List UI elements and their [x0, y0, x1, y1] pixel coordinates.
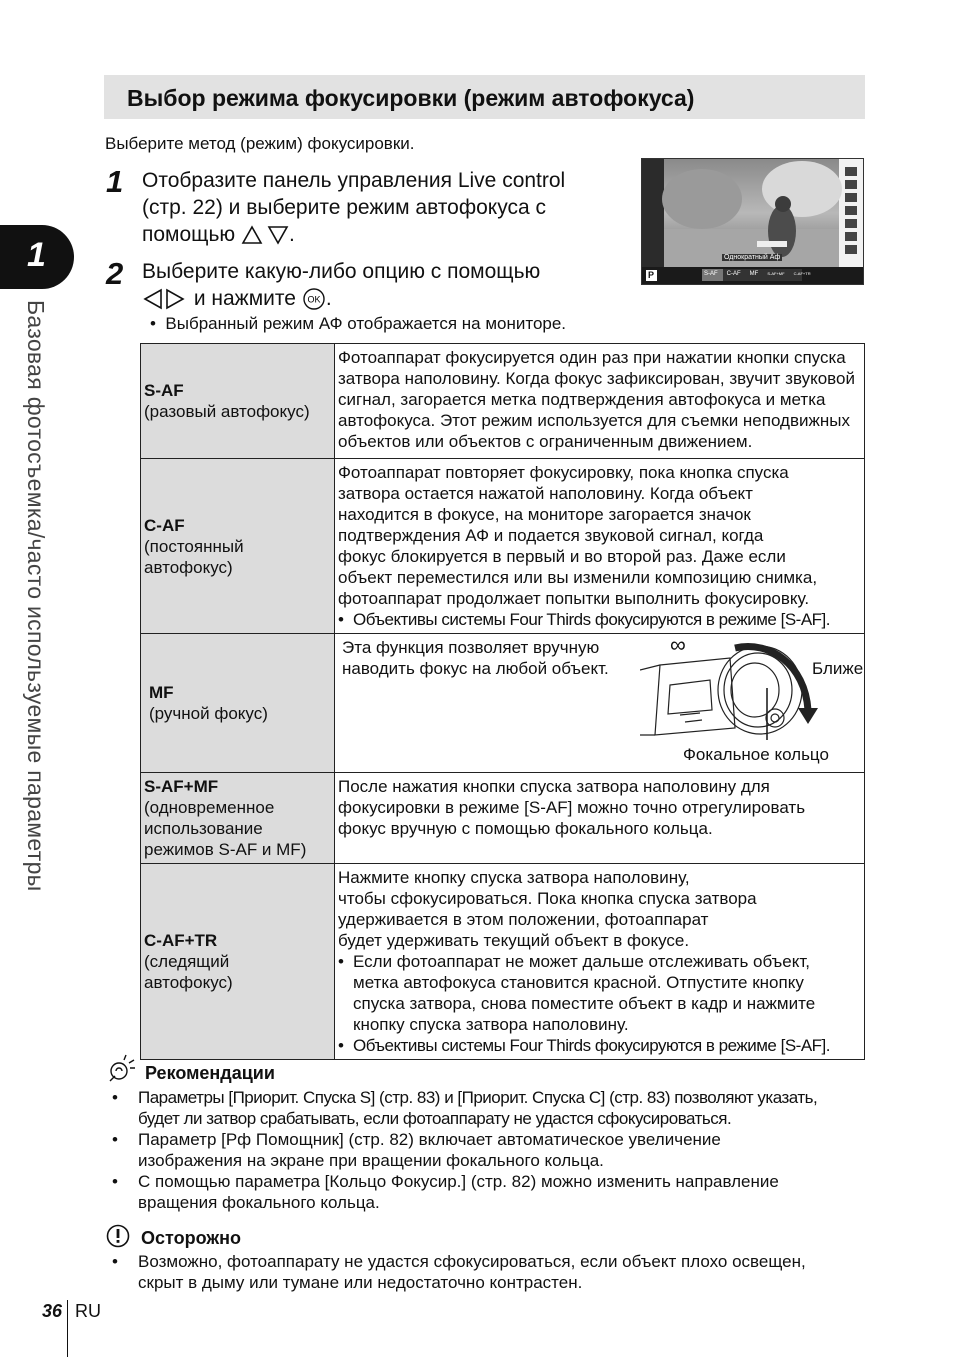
ok-button-icon	[302, 287, 326, 311]
mode-code: C-AF	[144, 515, 185, 535]
caution-heading: Осторожно	[141, 1228, 241, 1248]
step-2-line: Выберите какую-либо опцию с помощью	[142, 260, 541, 283]
svg-text:OK: OK	[307, 294, 321, 305]
caution-list	[106, 1251, 866, 1293]
table-row	[141, 773, 865, 864]
mode-name-cell	[141, 864, 335, 1060]
mode-description: (одновременное	[144, 798, 275, 817]
step-1-line: (стр. 22) и выберите режим автофокуса с	[142, 196, 547, 219]
mode-code: C-AF+TR	[144, 931, 218, 950]
step-1-text	[142, 167, 622, 248]
tips-icon	[106, 1054, 136, 1084]
desc-line: Эта функция позволяет вручную	[342, 638, 600, 657]
mode-name-cell	[141, 459, 335, 634]
shooting-mode-p: P	[648, 270, 655, 280]
camera-screen	[641, 158, 864, 285]
mode-desc-cell	[335, 864, 865, 1060]
desc-line: фокус вручную с помощью фокального кольца.	[338, 819, 713, 838]
desc-line: автофокуса. Этот режим используется для съемки неподвижных	[338, 411, 850, 430]
mode-name-cell	[141, 634, 335, 773]
desc-line: чтобы сфокусироваться. Пока кнопка спуска затвора	[338, 889, 757, 908]
infinity-label: ∞	[670, 632, 686, 657]
step-2-line2: и нажмите	[193, 287, 296, 310]
desc-line: удерживается в этом положении, фотоаппарат	[338, 910, 709, 929]
desc-line: сигнал, загорается метка подтверждения автофокуса и метка	[338, 390, 826, 409]
page-number: 36	[42, 1301, 63, 1321]
intro-text: Выберите метод (режим) фокусировки.	[105, 134, 415, 153]
desc-line: фокус блокируется в первый и во второй раз. Даже если	[338, 547, 786, 566]
step-2-text	[142, 258, 622, 312]
mode-description: (следящий	[144, 952, 230, 971]
mode-description: режимов S-AF и MF)	[144, 840, 307, 859]
step-1-line	[142, 221, 622, 248]
tip-item: • Параметр [Рф Помощник] (стр. 82) включает автоматическое увеличение изображения на экране при вращении фокального кольца.	[112, 1130, 721, 1170]
focus-ring-illustration	[640, 640, 820, 740]
tip-item: • Параметры [Приорит. Спуска S] (стр. 83) и [Приорит. Спуска C] (стр. 83) позволяют указать, будет ли затвор срабатывать, если фотоаппарату не удастся сфокусироваться.	[112, 1088, 818, 1128]
mode-name-cell	[141, 344, 335, 459]
mode-description: использование	[144, 819, 263, 838]
desc-line: затвора наполовину. Когда фокус зафиксирован, звучит звуковой	[338, 369, 855, 388]
step-2-period: .	[325, 287, 332, 310]
tip-item: • С помощью параметра [Кольцо Фокусир.] (стр. 82) можно изменить направление вращения фокального кольца.	[112, 1172, 779, 1212]
af-option: MF	[749, 271, 759, 277]
af-option: C-AF+TR	[793, 271, 811, 276]
language-code: RU	[75, 1301, 101, 1321]
desc-line: Фотоаппарат фокусируется один раз при нажатии кнопки спуска	[338, 348, 846, 367]
mode-desc-cell	[335, 459, 865, 634]
table-row	[141, 459, 865, 634]
chapter-number: 1	[27, 236, 46, 274]
table-row	[141, 344, 865, 459]
desc-line: объект переместился или вы изменили композицию снимка,	[338, 568, 818, 587]
desc-bullet: • Объективы системы Four Thirds фокусируются в режиме [S-AF].	[338, 610, 830, 629]
step-2-line	[142, 285, 622, 312]
mode-description: (ручной фокус)	[149, 704, 268, 723]
mode-name-cell	[141, 773, 335, 864]
desc-line: наводить фокус на любой объект.	[342, 659, 609, 678]
desc-line: Нажмите кнопку спуска затвора наполовину,	[338, 868, 690, 887]
af-option: S-AF+MF	[767, 271, 785, 276]
mode-description: автофокус)	[144, 973, 233, 992]
caution-item: • Возможно, фотоаппарату не удастся сфокусироваться, если объект плохо освещен, скрыт в дыму или тумане или недостаточно контрастен.	[112, 1252, 806, 1292]
desc-bullet: • Если фотоаппарат не может дальше отслеживать объект, метка автофокуса становится красной. Отпустите кнопку спуска затвора, снова поместите объект в кадр и нажмите кнопку спуска затвора наполовину.	[338, 952, 816, 1034]
left-right-arrows-icon	[142, 288, 188, 310]
desc-bullet: • Объективы системы Four Thirds фокусируются в режиме [S-AF].	[338, 1036, 830, 1055]
step-1-line3: помощью	[142, 223, 236, 246]
desc-line: После нажатия кнопки спуска затвора наполовину для	[338, 777, 770, 796]
mode-desc-cell	[335, 773, 865, 864]
step-2-number: 2	[106, 256, 124, 291]
desc-line: подтверждения АФ и подается звуковой сигнал, когда	[338, 526, 764, 545]
up-down-arrows-icon	[241, 224, 289, 246]
af-option: S-AF	[704, 271, 718, 277]
desc-line: объектов или объектов с ограниченным движением.	[338, 432, 753, 451]
af-option: C-AF	[726, 271, 741, 277]
live-view-photo	[642, 159, 863, 284]
mode-code: S-AF	[144, 381, 184, 400]
step-1-line: Отобразите панель управления Live control	[142, 169, 566, 192]
tips-heading: Рекомендации	[145, 1063, 275, 1083]
mode-description: (разовый автофокус)	[144, 402, 310, 421]
table-row	[141, 864, 865, 1060]
step-2-bullet: • Выбранный режим АФ отображается на мониторе.	[150, 314, 567, 333]
chapter-title: Базовая фотосъемка/часто используемые параметры	[23, 300, 49, 892]
closer-label: Ближе	[812, 659, 864, 678]
af-mode-label: Однократный Аф	[724, 254, 781, 261]
step-1-period: .	[288, 223, 295, 246]
table-row	[141, 634, 865, 773]
desc-line: Фотоаппарат повторяет фокусировку, пока кнопка спуска	[338, 463, 789, 482]
desc-line: фокусировки в режиме [S-AF] можно точно отрегулировать	[338, 798, 806, 817]
mode-desc-cell	[335, 344, 865, 459]
mode-code: MF	[149, 683, 174, 702]
desc-line: находится в фокусе, на мониторе загорается значок	[338, 505, 751, 524]
af-modes-table	[140, 343, 865, 1060]
focus-ring-label: Фокальное кольцо	[683, 745, 829, 764]
desc-line: будет удерживать текущий объект в фокусе.	[338, 931, 690, 950]
mode-desc-cell	[335, 634, 865, 773]
footer-divider	[67, 1300, 68, 1357]
step-1-number: 1	[106, 164, 124, 199]
desc-line: затвора остается нажатой наполовину. Когда объект	[338, 484, 753, 503]
mode-code: S-AF+MF	[144, 777, 219, 796]
mode-description: автофокус)	[144, 557, 233, 577]
mode-description: (постоянный	[144, 536, 244, 556]
page-title: Выбор режима фокусировки (режим автофокуса)	[127, 85, 695, 111]
caution-icon	[106, 1224, 130, 1248]
desc-line: фотоаппарат продолжает попытки выполнить фокусировку.	[338, 589, 810, 608]
tips-list	[106, 1087, 866, 1213]
af-options	[704, 271, 811, 277]
